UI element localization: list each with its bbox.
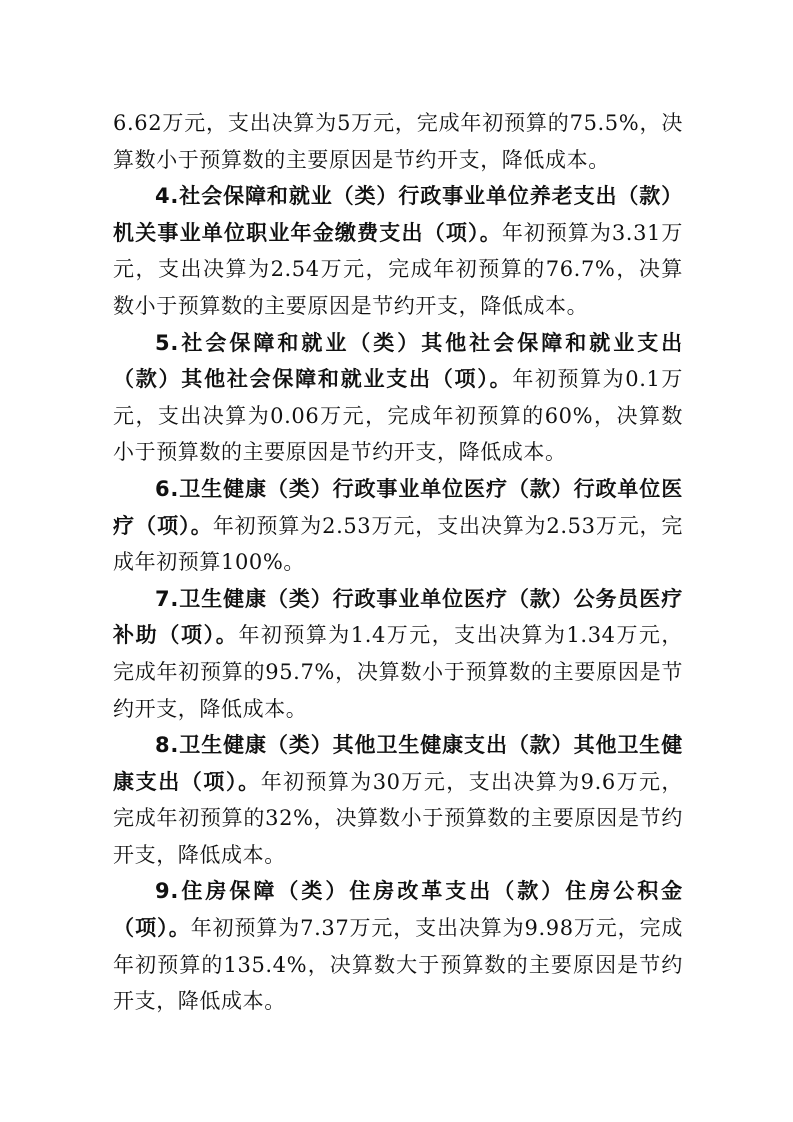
paragraph-item-7 xyxy=(113,581,683,727)
paragraph-heading: 8.卫生健康（类）其他卫生健康支出（款）其他卫生健康支出（项）。 xyxy=(113,733,683,794)
paragraph-heading: 4.社会保障和就业（类）行政事业单位养老支出（款）机关事业单位职业年金缴费支出（项）。 xyxy=(113,184,683,245)
paragraph-item-4 xyxy=(113,178,683,324)
paragraph-heading: 7.卫生健康（类）行政事业单位医疗（款）公务员医疗补助（项）。 xyxy=(113,586,683,648)
paragraph-body: 年初预算为30万元，支出决算为9.6万元，完成年初预算的32%，决算数小于预算数的主要原因是节约开支，降低成本。 xyxy=(113,769,684,867)
paragraph-body: 年初预算为1.4万元，支出决算为1.34万元，完成年初预算的95.7%，决算数小于预算数的主要原因是节约开支，降低成本。 xyxy=(113,623,683,721)
paragraph-body: 年初预算为7.37万元，支出决算为9.98万元，完成年初预算的135.4%，决算数大于预算数的主要原因是节约开支，降低成本。 xyxy=(113,916,683,1014)
paragraph-continuation xyxy=(113,105,683,178)
paragraph-heading: 9.住房保障（类）住房改革支出（款）住房公积金（项）。 xyxy=(113,879,683,941)
paragraph-body: 6.62万元，支出决算为5万元，完成年初预算的75.5%，决算数小于预算数的主要原因是节约开支，降低成本。 xyxy=(113,111,683,172)
paragraph-item-6 xyxy=(113,471,683,581)
paragraph-item-5 xyxy=(113,325,683,471)
paragraph-item-9 xyxy=(113,873,683,1019)
document-body xyxy=(113,105,683,1020)
paragraph-heading: 6.卫生健康（类）行政事业单位医疗（款）行政单位医疗（项）。 xyxy=(113,476,683,538)
paragraph-body: 年初预算为2.53万元，支出决算为2.53万元，完成年初预算100%。 xyxy=(113,513,684,575)
paragraph-body: 年初预算为0.1万元，支出决算为0.06万元，完成年初预算的60%，决算数小于预算数的主要原因是节约开支，降低成本。 xyxy=(113,367,683,465)
paragraph-item-8 xyxy=(113,727,683,873)
paragraph-body: 年初预算为3.31万元，支出决算为2.54万元，完成年初预算的76.7%，决算数小于预算数的主要原因是节约开支，降低成本。 xyxy=(113,220,683,318)
paragraph-heading: 5.社会保障和就业（类）其他社会保障和就业支出（款）其他社会保障和就业支出（项）。 xyxy=(113,330,683,392)
